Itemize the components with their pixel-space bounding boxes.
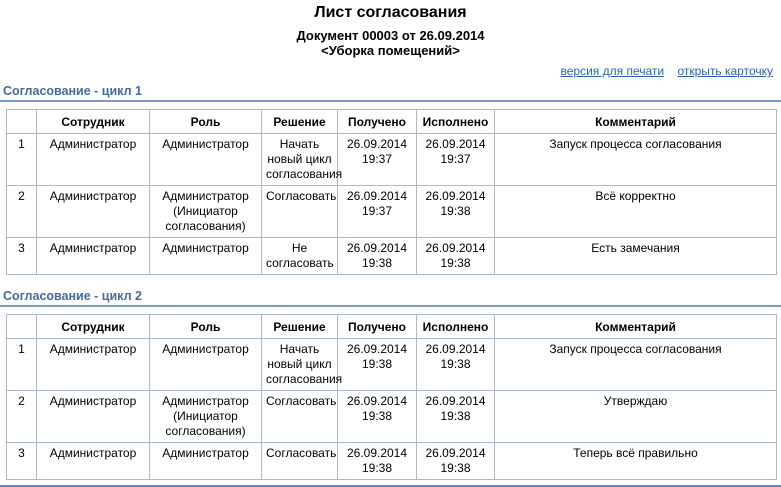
cell-employee: Администратор	[37, 391, 150, 443]
cell-row-number: 2	[7, 186, 37, 238]
page-title: Лист согласования	[314, 4, 467, 21]
cell-received: 26.09.2014 19:38	[338, 391, 417, 443]
table-row	[7, 391, 777, 443]
actions-bar	[0, 64, 781, 80]
cell-executed: 26.09.2014 19:38	[417, 238, 495, 275]
cell-employee: Администратор	[37, 238, 150, 275]
section-title-cycle-1: Согласование - цикл 1	[0, 84, 781, 102]
cell-received: 26.09.2014 19:37	[338, 134, 417, 186]
cell-received: 26.09.2014 19:38	[338, 339, 417, 391]
cell-decision: Согласовать	[262, 186, 338, 238]
column-header-executed: Исполнено	[417, 110, 495, 134]
cell-role: Администратор (Инициатор согласования)	[150, 186, 262, 238]
cell-role: Администратор	[150, 443, 262, 480]
cell-decision: Начать новый цикл согласования	[262, 134, 338, 186]
column-header-decision: Решение	[262, 315, 338, 339]
cell-role: Администратор	[150, 238, 262, 275]
table-row	[7, 134, 777, 186]
cell-comment: Запуск процесса согласования	[495, 134, 777, 186]
cell-received: 26.09.2014 19:38	[338, 443, 417, 480]
cell-employee: Администратор	[37, 134, 150, 186]
cell-comment: Теперь всё правильно	[495, 443, 777, 480]
cell-row-number: 1	[7, 134, 37, 186]
column-header-comment: Комментарий	[495, 110, 777, 134]
table-header-row	[7, 315, 777, 339]
section-title-cycle-2: Согласование - цикл 2	[0, 289, 781, 307]
cell-role: Администратор	[150, 339, 262, 391]
cell-executed: 26.09.2014 19:37	[417, 134, 495, 186]
document-number-line: Документ 00003 от 26.09.2014	[296, 28, 485, 44]
print-version-link[interactable]: версия для печати	[560, 64, 665, 79]
cell-comment: Утверждаю	[495, 391, 777, 443]
cell-employee: Администратор	[37, 339, 150, 391]
cell-comment: Всё корректно	[495, 186, 777, 238]
cell-role: Администратор (Инициатор согласования)	[150, 391, 262, 443]
column-header-employee: Сотрудник	[37, 110, 150, 134]
cell-row-number: 1	[7, 339, 37, 391]
cell-row-number: 3	[7, 443, 37, 480]
cell-executed: 26.09.2014 19:38	[417, 443, 495, 480]
approval-table-cycle-1	[6, 109, 777, 275]
column-header-received: Получено	[338, 110, 417, 134]
column-header-number	[7, 110, 37, 134]
table-row	[7, 238, 777, 275]
cell-row-number: 3	[7, 238, 37, 275]
cell-executed: 26.09.2014 19:38	[417, 339, 495, 391]
cell-employee: Администратор	[37, 443, 150, 480]
cell-employee: Администратор	[37, 186, 150, 238]
document-name-line: <Уборка помещений>	[321, 43, 460, 59]
cell-executed: 26.09.2014 19:38	[417, 391, 495, 443]
column-header-executed: Исполнено	[417, 315, 495, 339]
cell-decision: Начать новый цикл согласования	[262, 339, 338, 391]
column-header-comment: Комментарий	[495, 315, 777, 339]
table-header-row	[7, 110, 777, 134]
open-card-link[interactable]: открыть карточку	[677, 64, 773, 79]
cell-decision: Не согласовать	[262, 238, 338, 275]
column-header-employee: Сотрудник	[37, 315, 150, 339]
column-header-role: Роль	[150, 110, 262, 134]
cell-row-number: 2	[7, 391, 37, 443]
column-header-role: Роль	[150, 315, 262, 339]
column-header-decision: Решение	[262, 110, 338, 134]
cell-role: Администратор	[150, 134, 262, 186]
table-row	[7, 186, 777, 238]
cell-comment: Есть замечания	[495, 238, 777, 275]
column-header-received: Получено	[338, 315, 417, 339]
cell-received: 26.09.2014 19:37	[338, 186, 417, 238]
cell-received: 26.09.2014 19:38	[338, 238, 417, 275]
approval-table-cycle-2	[6, 314, 777, 480]
table-row	[7, 339, 777, 391]
table-row	[7, 443, 777, 480]
cell-executed: 26.09.2014 19:38	[417, 186, 495, 238]
cell-decision: Согласовать	[262, 391, 338, 443]
cell-decision: Согласовать	[262, 443, 338, 480]
cell-comment: Запуск процесса согласования	[495, 339, 777, 391]
column-header-number	[7, 315, 37, 339]
